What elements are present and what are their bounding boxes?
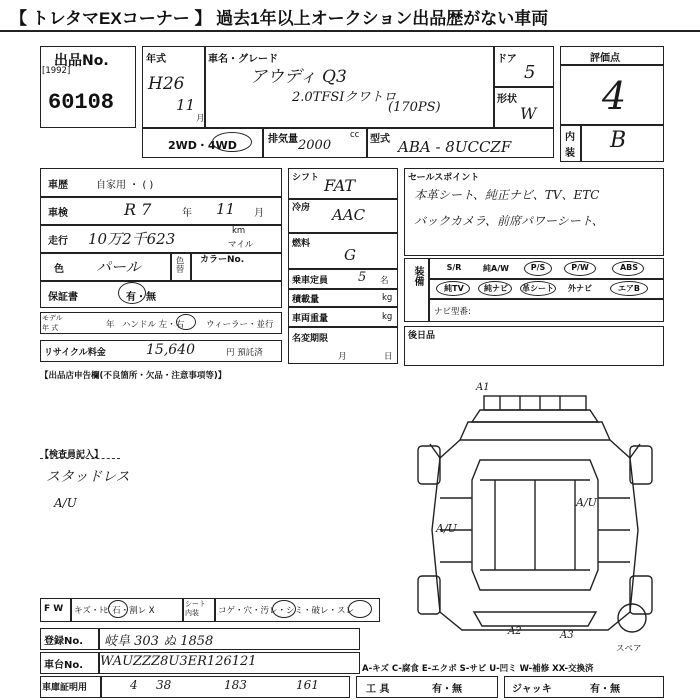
sales-point-label: セールスポイント: [408, 173, 480, 183]
jack-value: 有・無: [590, 684, 620, 695]
car-grade: 2.0TFSIクワトロ: [292, 90, 397, 105]
equip-pw: P/W: [571, 263, 589, 272]
inspection-value: R 7: [124, 200, 152, 219]
equip-circle-seat: [520, 281, 556, 296]
diagram-au-left: A/U: [436, 522, 457, 535]
garage-label: 車庫証明用: [42, 683, 88, 693]
garage-v2: 38: [156, 678, 172, 692]
inspector-line2: A/U: [54, 496, 77, 510]
diagram-a3: A3: [560, 630, 574, 641]
capacity-value: 5: [358, 270, 367, 285]
ac-label: 冷房: [292, 203, 311, 213]
warranty-value: 有・無: [126, 292, 156, 303]
banner: [0, 0, 700, 32]
registration-value: 岐阜 303 ぬ 1858: [104, 634, 214, 649]
equip-circle-ps: [524, 261, 552, 276]
warranty-label: 保証書: [48, 292, 78, 303]
jack-label: ジャッキ: [512, 684, 552, 695]
handle-circle: [176, 314, 196, 330]
interior-value: B: [610, 128, 627, 153]
year-month: 11: [176, 96, 196, 114]
year-unit: 月: [196, 114, 205, 124]
displacement-unit: cc: [350, 130, 360, 140]
load-unit: kg: [382, 293, 393, 303]
interior-label2: 装: [565, 148, 575, 159]
model-code-label: 型式: [370, 134, 390, 145]
equip-navi: 純ナビ: [484, 284, 508, 293]
navi-model-label: ナビ型番:: [434, 307, 471, 317]
equip-tv: 純TV: [444, 284, 464, 293]
equip-circle-tv: [436, 281, 470, 296]
mileage-label: 走行: [48, 236, 68, 247]
tools-label: 工 具: [366, 684, 390, 695]
listing-label: 出品No.: [54, 53, 109, 69]
diagram-a1-top: A1: [476, 382, 490, 393]
color-value: パール: [96, 258, 141, 276]
tools-value: 有・無: [432, 684, 462, 695]
shape-value: W: [520, 104, 537, 123]
equip-circle-abs: [612, 261, 644, 276]
banner-title: 【 トレタマEXコーナー 】 過去1年以上オークション出品歴がない車両: [10, 9, 549, 28]
docs-box: [404, 326, 664, 366]
diagram-a2: A2: [508, 626, 522, 637]
mileage-unit-mile: マイル: [228, 240, 254, 250]
wheel-text: ウィーラー・並行: [206, 320, 274, 330]
fw-sheet-items: コゲ・穴・汚レ・シミ・破レ・スレ: [218, 606, 355, 616]
sales-point-line1: 本革シート、純正ナビ、TV、ETC: [414, 188, 600, 202]
diagram-au-right: A/U: [576, 496, 597, 509]
color-label: 色: [54, 264, 64, 275]
color-change-label: 色替: [174, 256, 184, 273]
inspection-year-unit: 年: [182, 208, 192, 219]
model-year-label1: モデル: [42, 314, 63, 322]
year-label: 年式: [146, 54, 166, 65]
weight-unit: kg: [382, 312, 393, 322]
equip-circle-navi: [478, 281, 512, 296]
fw-circle-2: [272, 600, 296, 618]
garage-v3: 183: [224, 678, 247, 692]
equip-seat: 革シート: [522, 284, 554, 293]
name-change-unit: 月: [338, 352, 347, 362]
drive-options: 2WD・4WD: [168, 139, 237, 152]
equip-aw: 純A/W: [483, 264, 509, 273]
recycle-value: 15,640: [146, 342, 195, 358]
car-diagram: [410, 380, 660, 642]
warranty-circle: [118, 282, 146, 304]
registration-label: 登録No.: [44, 636, 84, 647]
model-year-unit: 年: [106, 320, 115, 330]
ac-value: AAC: [332, 206, 366, 224]
shift-label: シフト: [292, 173, 320, 183]
inspection-month-unit: 月: [254, 208, 264, 219]
displacement-value: 2000: [298, 138, 332, 153]
recycle-label: リサイクル料金: [44, 348, 106, 358]
equip-ps: P/S: [530, 263, 546, 272]
fw-circle-1: [108, 600, 128, 618]
garage-v1: 4: [130, 678, 138, 692]
equip-extnavi: 外ナビ: [568, 284, 592, 293]
load-label: 積載量: [292, 295, 320, 305]
fw-label: F W: [44, 604, 64, 614]
inspector-label: 【検査員記入】: [40, 450, 104, 460]
history-label: 車歴: [48, 180, 68, 191]
inspector-line1: スタッドレス: [46, 469, 130, 485]
history-value: 自家用 ・ ( ): [96, 180, 154, 191]
listing-number: 60108: [48, 90, 115, 115]
name-change-label: 名変期限: [292, 334, 329, 344]
sales-point-line2: バックカメラ、前席パワーシート、: [414, 214, 604, 228]
mileage-value: 10万2千623: [88, 230, 176, 248]
fw-items: キズ・ﾄﾋﾞ石・割レ X: [74, 606, 155, 616]
name-change-day: 日: [384, 352, 393, 362]
recycle-unit: 円 預託済: [226, 348, 263, 358]
garage-v4: 161: [296, 678, 319, 692]
score-value: 4: [602, 74, 627, 118]
shift-value: FAT: [324, 176, 356, 195]
shape-label: 形状: [497, 94, 517, 105]
weight-label: 車両重量: [292, 314, 329, 324]
inspection-month: 11: [216, 200, 236, 218]
listing-sub: [1992]: [42, 66, 71, 76]
fuel-label: 燃料: [292, 239, 311, 249]
displacement-label: 排気量: [268, 134, 298, 145]
interior-label1: 内: [565, 132, 575, 143]
door-label: ドア: [497, 54, 517, 65]
fw-circle-3: [348, 600, 372, 618]
equip-circle-pw: [564, 261, 596, 276]
equip-sr: S/R: [446, 263, 462, 272]
score-label: 評価点: [590, 53, 620, 64]
inspection-label: 車検: [48, 208, 68, 219]
legend-text: A-キズ C-腐食 E-エクボ S-サビ U-凹ミ W-補修 XX-交換済: [362, 664, 594, 674]
docs-label: 後日品: [408, 331, 436, 341]
capacity-label: 乗車定員: [292, 276, 329, 286]
equip-abs: ABS: [619, 263, 639, 272]
year-era: H26: [148, 74, 185, 94]
equipment-label: 装備: [412, 266, 423, 286]
car-label: 車名・グレード: [208, 54, 278, 65]
door-value: 5: [524, 62, 536, 83]
capacity-unit: 名: [380, 276, 389, 286]
fw-sheet-label: シート内装: [185, 600, 206, 617]
color-code-label: カラーNo.: [200, 255, 245, 265]
diagram-spare: スペア: [616, 644, 642, 654]
mileage-unit-km: km: [232, 226, 246, 236]
car-name: アウディ Q3: [250, 67, 347, 87]
car-ps: (170PS): [388, 100, 441, 115]
equip-airbag: エアB: [617, 284, 641, 293]
vin-value: WAUZZZ8U3ER126121: [100, 654, 257, 669]
model-year-label2: 年 式: [42, 324, 59, 332]
vin-label: 車台No.: [44, 660, 84, 671]
fuel-value: G: [344, 246, 356, 264]
equip-circle-airbag: [610, 281, 648, 296]
seller-notes-label: 【出品店申告欄(不良箇所・欠品・注意事項等)】: [40, 371, 227, 381]
drive-4wd-circle: [212, 132, 252, 152]
model-code-value: ABA - 8UCCZF: [398, 138, 512, 156]
handle-text: ハンドル 左・右: [122, 320, 185, 330]
